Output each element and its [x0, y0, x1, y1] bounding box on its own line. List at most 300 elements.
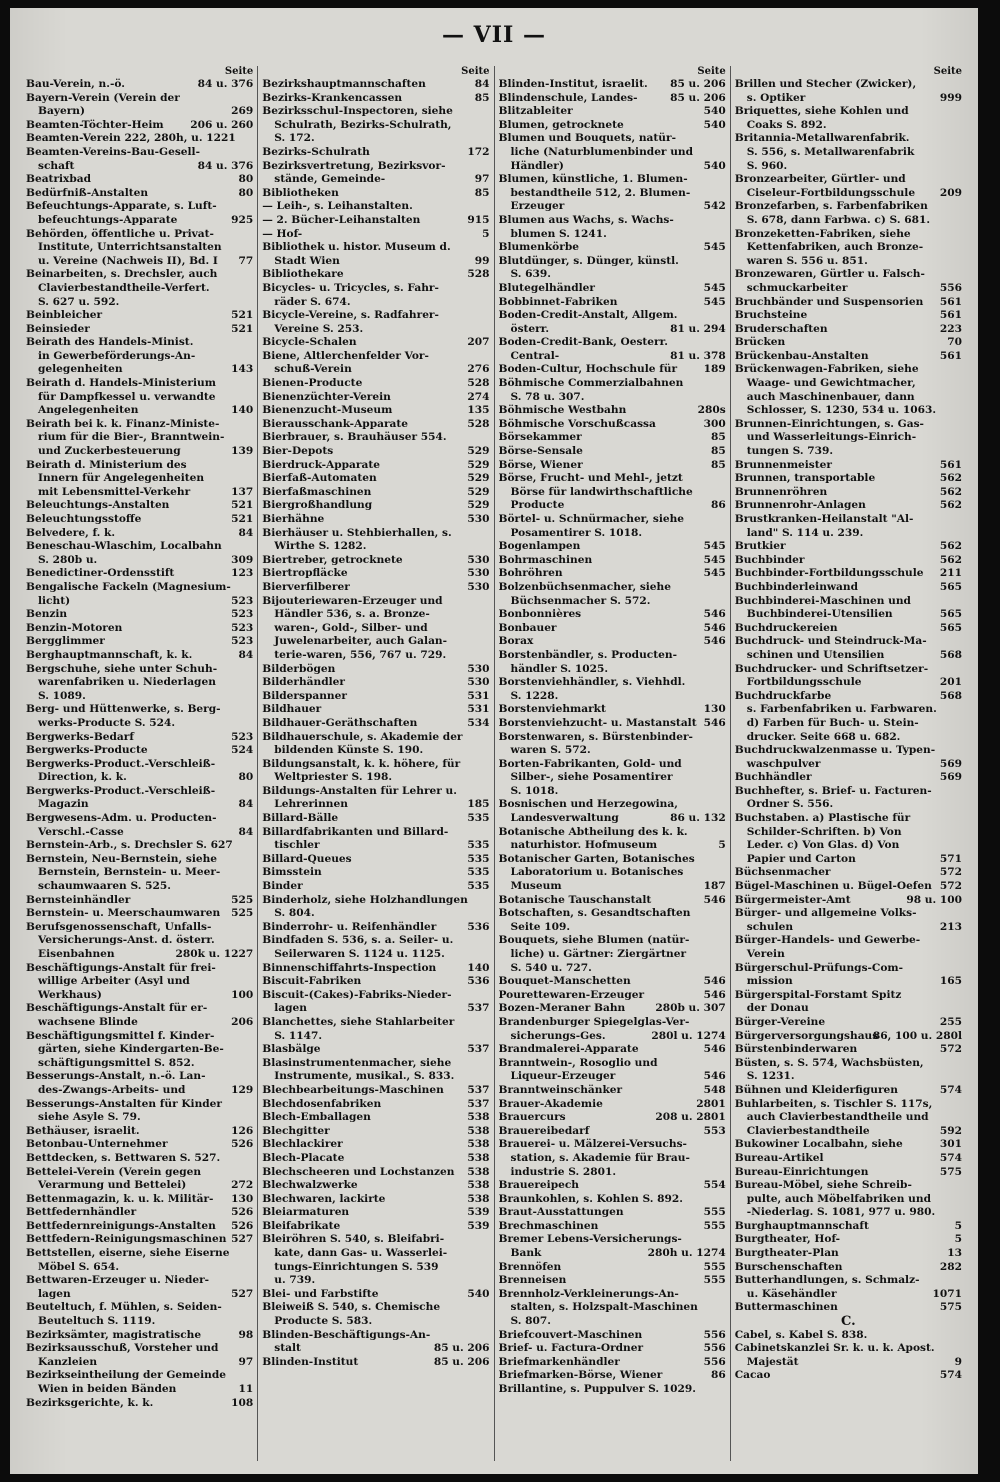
- index-entry: [262, 513, 489, 527]
- entry-page: 81 u. 378: [670, 349, 726, 362]
- index-entry: [26, 608, 253, 622]
- index-entry: [499, 1166, 726, 1180]
- entry-text: s. Farbenfabriken u. Farbwaren.: [746, 703, 937, 716]
- index-entry: [735, 717, 962, 731]
- index-entry: [499, 282, 726, 296]
- entry-page: 85: [474, 186, 490, 199]
- entry-page: 80: [238, 186, 254, 199]
- entry-text: Berghauptmannschaft, k. k.: [26, 648, 193, 661]
- index-entry: [735, 771, 962, 785]
- index-entry: [735, 839, 962, 853]
- entry-page: 85 u. 206: [670, 91, 726, 104]
- entry-page: 528: [467, 268, 490, 281]
- entry-text: Verschl.-Casse: [38, 825, 124, 838]
- index-entry: [499, 1315, 726, 1329]
- entry-text: Vereine S. 253.: [274, 322, 364, 335]
- entry-text: Brauer-Akademie: [498, 1097, 603, 1110]
- entry-page: 84 u. 376: [197, 159, 254, 172]
- entry-page: 535: [467, 852, 490, 865]
- index-column-4: [730, 66, 966, 1461]
- entry-text: Boden-Cultur, Hochschule für: [498, 363, 678, 376]
- entry-page: 97: [238, 1355, 254, 1368]
- entry-text: Buchdruckereien: [734, 621, 838, 634]
- index-entry: [735, 866, 962, 880]
- entry-text: Bayern-Verein (Verein der: [26, 91, 180, 104]
- index-entry: [735, 404, 962, 418]
- entry-page: 526: [231, 1219, 254, 1232]
- index-entry: [262, 894, 489, 908]
- index-entry: [26, 187, 253, 201]
- entry-text: Benedictiner-Ordensstift: [26, 567, 175, 580]
- index-entry: [262, 255, 489, 269]
- entry-text: waren-, Gold-, Silber- und: [274, 621, 428, 634]
- entry-page: 98 u. 100: [906, 893, 962, 906]
- entry-page: 309: [231, 553, 254, 566]
- index-entry: [26, 839, 253, 853]
- entry-page: 561: [939, 309, 962, 322]
- index-entry: [499, 758, 726, 772]
- entry-text: und Zuckerbesteuerung: [38, 445, 181, 458]
- entry-text: Bier-Depots: [262, 445, 334, 458]
- entry-text: Clavierbestandtheile-Verfert.: [38, 281, 210, 294]
- entry-text: mission: [746, 975, 793, 988]
- entry-page: 538: [467, 1151, 490, 1164]
- index-entry: [499, 404, 726, 418]
- index-entry: [735, 1002, 962, 1016]
- index-entry: [499, 622, 726, 636]
- index-entry: [499, 391, 726, 405]
- index-entry: [499, 1247, 726, 1261]
- index-entry: [735, 948, 962, 962]
- entry-page: 80: [238, 771, 254, 784]
- index-entry: [26, 78, 253, 92]
- entry-page: 545: [703, 567, 726, 580]
- entry-page: 135: [467, 404, 490, 417]
- entry-page: 523: [231, 730, 254, 743]
- entry-text: Ciseleur-Fortbildungsschule: [746, 186, 916, 199]
- entry-text: händler S. 1025.: [510, 662, 609, 675]
- entry-page: 85 u. 206: [433, 1342, 490, 1355]
- index-entry: [26, 1329, 253, 1343]
- index-entry: [499, 1369, 726, 1383]
- entry-page: 81 u. 294: [670, 322, 726, 335]
- entry-text: für Dampfkessel u. verwandte: [38, 390, 216, 403]
- entry-page: 542: [703, 200, 726, 213]
- index-entry: [26, 268, 253, 282]
- index-entry: [26, 499, 253, 513]
- index-entry: [735, 241, 962, 255]
- entry-text: Bremer Lebens-Versicherungs-: [498, 1233, 682, 1246]
- index-entry: [262, 323, 489, 337]
- index-entry: [26, 160, 253, 174]
- entry-page: 565: [939, 580, 962, 593]
- entry-text: waren S. 556 u. 851.: [746, 254, 868, 267]
- entry-page: 126: [231, 1124, 254, 1137]
- index-entry: [26, 826, 253, 840]
- entry-text: Brücken: [734, 336, 786, 349]
- index-entry: [262, 499, 489, 513]
- entry-text: Buchdrucker- und Schriftsetzer-: [734, 662, 929, 675]
- index-entry: [262, 1070, 489, 1084]
- entry-text: warenfabriken u. Niederlagen: [38, 676, 216, 689]
- entry-page: 545: [703, 540, 726, 553]
- index-entry: [735, 431, 962, 445]
- index-entry: [735, 608, 962, 622]
- index-entry: [735, 540, 962, 554]
- entry-text: Angelegenheiten: [38, 404, 139, 417]
- entry-page: 545: [703, 241, 726, 254]
- entry-page: 99: [474, 254, 490, 267]
- index-entry: [735, 445, 962, 459]
- entry-text: Bronzefarben, s. Farbenfabriken: [734, 200, 928, 213]
- entry-text: Bildhauerschule, s. Akademie der: [262, 730, 463, 743]
- index-entry: [499, 635, 726, 649]
- index-entry: [262, 771, 489, 785]
- entry-text: Bettfedernreinigungs-Anstalten: [26, 1219, 216, 1232]
- index-entry: [499, 119, 726, 133]
- entry-page: 2801: [696, 1097, 726, 1110]
- index-entry: [735, 975, 962, 989]
- entry-text: Bürger-Vereine: [734, 1015, 826, 1028]
- index-entry: [262, 1179, 489, 1193]
- entry-page: 562: [939, 553, 962, 566]
- entry-page: 86: [711, 1369, 726, 1382]
- entry-page: 545: [703, 281, 726, 294]
- index-entry: [499, 567, 726, 581]
- entry-text: Böhmische Westbahn: [498, 404, 627, 417]
- index-entry: [735, 649, 962, 663]
- entry-page: 523: [231, 594, 254, 607]
- entry-page: 538: [467, 1138, 490, 1151]
- index-entry: [262, 608, 489, 622]
- entry-text: Burgtheater, Hof-: [734, 1233, 841, 1246]
- index-entry: [499, 1193, 726, 1207]
- entry-page: 529: [467, 472, 490, 485]
- index-column-3: [494, 66, 730, 1461]
- entry-page: 276: [467, 363, 490, 376]
- entry-text: Beamten-Vereins-Bau-Gesell-: [26, 145, 200, 158]
- entry-text: Beirath d. Handels-Ministerium: [26, 377, 216, 390]
- entry-text: Bildungsanstalt, k. k. höhere, für: [262, 757, 461, 770]
- index-entry: [262, 418, 489, 432]
- index-entry: [499, 350, 726, 364]
- entry-page: 213: [939, 920, 962, 933]
- entry-text: Blumenkörbe: [498, 241, 579, 254]
- entry-page: 85: [474, 91, 490, 104]
- entry-text: Bicycles- u. Tricycles, s. Fahr-: [262, 281, 439, 294]
- entry-text: Brunnenröhren: [734, 485, 828, 498]
- entry-text: Buchbinderei-Maschinen und: [734, 594, 911, 607]
- index-entry: [262, 1030, 489, 1044]
- index-entry: [26, 1383, 253, 1397]
- entry-page: 535: [467, 880, 490, 893]
- index-entry: [26, 1220, 253, 1234]
- entry-text: Bierfaßmaschinen: [262, 485, 372, 498]
- entry-text: Bozen-Meraner Bahn: [498, 1002, 626, 1015]
- entry-text: — 2. Bücher-Leihanstalten: [262, 213, 421, 226]
- entry-text: bestandtheile 512, 2. Blumen-: [510, 186, 691, 199]
- index-entry: [499, 187, 726, 201]
- entry-text: pulte, auch Möbelfabriken und: [746, 1192, 931, 1205]
- entry-text: stalt: [274, 1342, 301, 1355]
- entry-text: Bettdecken, s. Bettwaren S. 527.: [26, 1151, 221, 1164]
- index-entry: [735, 880, 962, 894]
- entry-text: Kanzleien: [38, 1355, 98, 1368]
- entry-page: 546: [703, 608, 726, 621]
- index-entry: [262, 853, 489, 867]
- entry-text: Boden-Credit-Anstalt, Allgem.: [498, 309, 678, 322]
- entry-page: 526: [231, 1138, 254, 1151]
- entry-text: Beuteltuch S. 1119.: [38, 1315, 156, 1328]
- index-entry: [735, 350, 962, 364]
- entry-text: drucker. Seite 668 u. 682.: [746, 730, 901, 743]
- index-entry: [499, 105, 726, 119]
- index-entry: [735, 1193, 962, 1207]
- index-entry: [262, 472, 489, 486]
- index-entry: [26, 581, 253, 595]
- entry-text: Posamentirer S. 1018.: [510, 526, 643, 539]
- entry-text: Bierbrauer, s. Brauhäuser 554.: [262, 431, 447, 444]
- index-entry: [735, 731, 962, 745]
- entry-text: blumen S. 1241.: [510, 227, 607, 240]
- index-entry: [26, 1356, 253, 1370]
- entry-text: Blasbälge: [262, 1043, 321, 1056]
- entry-page: 562: [939, 472, 962, 485]
- entry-page: 5: [482, 227, 490, 240]
- entry-text: Händler): [510, 159, 564, 172]
- entry-page: 540: [703, 159, 726, 172]
- entry-text: Bengalische Fackeln (Magnesium-: [26, 580, 231, 593]
- index-entry: [499, 445, 726, 459]
- index-entry: [499, 826, 726, 840]
- index-entry: [26, 1179, 253, 1193]
- entry-text: Bouquets, siehe Blumen (natür-: [498, 934, 690, 947]
- entry-text: S. 627 u. 592.: [38, 295, 120, 308]
- entry-page: 86 u. 132: [670, 812, 726, 825]
- index-entry: [262, 554, 489, 568]
- entry-text: Behörden, öffentliche u. Privat-: [26, 227, 214, 240]
- index-entry: [262, 839, 489, 853]
- index-entry: [26, 431, 253, 445]
- index-entry: [735, 853, 962, 867]
- entry-text: Majestät: [746, 1355, 799, 1368]
- index-entry: [735, 1057, 962, 1071]
- index-entry: [735, 78, 962, 92]
- entry-text: Blumen, getrocknete: [498, 118, 624, 131]
- index-entry: [499, 486, 726, 500]
- index-entry: [26, 1342, 253, 1356]
- entry-text: schäftigungsmittel S. 852.: [38, 1056, 195, 1069]
- index-entry: [499, 880, 726, 894]
- index-entry: [735, 785, 962, 799]
- entry-page: 189: [703, 363, 726, 376]
- entry-text: Bleifabrikate: [262, 1219, 341, 1232]
- entry-page: 529: [467, 499, 490, 512]
- index-entry: [499, 160, 726, 174]
- index-entry: [262, 826, 489, 840]
- entry-page: 536: [467, 920, 490, 933]
- index-column-1: [22, 66, 257, 1461]
- entry-text: d) Farben für Buch- u. Stein-: [746, 716, 919, 729]
- entry-page: 546: [703, 635, 726, 648]
- entry-page: 201: [939, 676, 962, 689]
- entry-text: Blechlackirer: [262, 1138, 343, 1151]
- index-entry: [26, 1084, 253, 1098]
- index-entry: [26, 894, 253, 908]
- entry-text: Borstenviehhändler, s. Viehhdl.: [498, 676, 686, 689]
- entry-text: Bezirksämter, magistratische: [26, 1328, 202, 1341]
- entry-text: Bettfedernhändler: [26, 1206, 137, 1219]
- index-entry: [26, 1369, 253, 1383]
- entry-page: 562: [939, 540, 962, 553]
- entry-text: Brauereibedarf: [498, 1124, 590, 1137]
- entry-text: tischler: [274, 839, 320, 852]
- entry-text: S. 639.: [510, 268, 551, 281]
- entry-page: 561: [939, 295, 962, 308]
- index-entry: [262, 1002, 489, 1016]
- entry-text: Belvedere, f. k.: [26, 526, 116, 539]
- entry-page: 130: [703, 703, 726, 716]
- index-entry: [735, 1301, 962, 1315]
- index-entry: [499, 431, 726, 445]
- entry-text: Bernsteinhändler: [26, 893, 131, 906]
- entry-text: auch Clavierbestandtheile und: [746, 1111, 929, 1124]
- entry-text: werks-Producte S. 524.: [38, 716, 176, 729]
- entry-text: Beinarbeiten, s. Drechsler, auch: [26, 268, 218, 281]
- entry-text: Beirath des Handels-Minist.: [26, 336, 194, 349]
- entry-text: Coaks S. 892.: [746, 118, 827, 131]
- entry-text: Innern für Angelegenheiten: [38, 472, 205, 485]
- entry-text: und Wasserleitungs-Einrich-: [746, 431, 917, 444]
- index-entry: [499, 649, 726, 663]
- entry-page: 130: [231, 1192, 254, 1205]
- index-entry: [262, 1206, 489, 1220]
- entry-text: Waage- und Gewichtmacher,: [746, 377, 916, 390]
- entry-page: 523: [231, 608, 254, 621]
- entry-text: Brechmaschinen: [498, 1219, 599, 1232]
- entry-text: Bolzenbüchsenmacher, siehe: [498, 580, 671, 593]
- index-entry: [735, 228, 962, 242]
- index-entry: [262, 676, 489, 690]
- entry-page: 274: [467, 390, 490, 403]
- entry-text: Direction, k. k.: [38, 771, 127, 784]
- entry-text: Beinsieder: [26, 322, 90, 335]
- index-entry: [26, 404, 253, 418]
- index-entry: [262, 309, 489, 323]
- entry-text: Betonbau-Unternehmer: [26, 1138, 168, 1151]
- index-entry: [735, 1166, 962, 1180]
- entry-text: Clavierbestandtheile: [746, 1124, 870, 1137]
- entry-text: österr.: [510, 322, 550, 335]
- entry-page: 538: [467, 1165, 490, 1178]
- index-entry: [262, 934, 489, 948]
- entry-text: Brillantine, s. Puppulver S. 1029.: [498, 1383, 696, 1395]
- entry-text: u. Käsehändler: [746, 1287, 837, 1300]
- index-entry: [735, 1016, 962, 1030]
- index-entry: [262, 581, 489, 595]
- entry-page: 123: [231, 567, 254, 580]
- entry-text: Erzeuger: [510, 200, 565, 213]
- entry-page: 272: [231, 1179, 254, 1192]
- index-entry: [735, 758, 962, 772]
- index-entry: [735, 391, 962, 405]
- entry-text: Fortbildungsschule: [746, 676, 862, 689]
- entry-text: Beamten-Verein 222, 280h, u. 1221: [26, 132, 236, 145]
- entry-page: 531: [467, 689, 490, 702]
- entry-text: Bergwerks-Producte: [26, 744, 148, 757]
- index-entry: [26, 744, 253, 758]
- entry-text: Börse für landwirthschaftliche: [510, 485, 693, 498]
- entry-text: Beinbleicher: [26, 309, 103, 322]
- index-entry: [26, 1261, 253, 1275]
- entry-text: Buchbinder: [734, 553, 805, 566]
- index-entry: [262, 146, 489, 160]
- entry-page: 528: [467, 377, 490, 390]
- index-entry: [26, 785, 253, 799]
- entry-text: rium für die Bier-, Branntwein-: [38, 431, 225, 444]
- entry-page: 84: [238, 648, 254, 661]
- index-entry: [262, 567, 489, 581]
- index-entry: [262, 921, 489, 935]
- entry-page: 538: [467, 1111, 490, 1124]
- index-entry: [735, 921, 962, 935]
- entry-text: Bierhäuser u. Stehbierhallen, s.: [262, 526, 452, 539]
- index-entry: [26, 1233, 253, 1247]
- index-entry: [26, 1152, 253, 1166]
- entry-page: 140: [467, 961, 490, 974]
- entry-page: 530: [467, 567, 490, 580]
- index-entry: [499, 921, 726, 935]
- entry-text: Händler 536, s. a. Bronze-: [274, 608, 430, 621]
- index-entry: [262, 377, 489, 391]
- entry-page: 300: [703, 417, 726, 430]
- entry-text: Böhmische Commerzialbahnen: [498, 377, 684, 390]
- index-entry: [735, 1369, 962, 1383]
- index-entry: [262, 391, 489, 405]
- entry-page: 546: [703, 621, 726, 634]
- entry-text: auch Maschinenbauer, dann: [746, 390, 915, 403]
- index-entry: [262, 731, 489, 745]
- entry-text: Burgtheater-Plan: [734, 1247, 839, 1260]
- index-entry: [735, 282, 962, 296]
- index-entry: [26, 459, 253, 473]
- index-entry: [262, 1220, 489, 1234]
- entry-text: Eisenbahnen: [38, 948, 115, 960]
- index-entry: [26, 255, 253, 269]
- entry-page: 280s: [697, 404, 726, 417]
- entry-text: tungs-Einrichtungen S. 539: [274, 1260, 439, 1273]
- index-entry: [499, 717, 726, 731]
- entry-page: 143: [231, 363, 254, 376]
- entry-page: 539: [467, 1219, 490, 1232]
- entry-page: 540: [703, 105, 726, 118]
- entry-text: Biene, Altlerchenfelder Vor-: [262, 349, 429, 362]
- entry-text: Brief- u. Factura-Ordner: [498, 1342, 644, 1355]
- entry-text: Brustkranken-Heilanstalt "Al-: [734, 513, 914, 525]
- entry-text: Bogenlampen: [498, 540, 581, 553]
- index-entry: [262, 296, 489, 310]
- index-entry: [735, 1206, 962, 1220]
- index-entry: [735, 1261, 962, 1275]
- index-entry: [499, 907, 726, 921]
- index-entry: [26, 92, 253, 106]
- index-entry: [26, 622, 253, 636]
- entry-page: 207: [467, 336, 490, 349]
- index-entry: [499, 255, 726, 269]
- entry-text: Bimsstein: [262, 866, 322, 879]
- index-entry: [499, 92, 726, 106]
- entry-text: Bindfaden S. 536, s. a. Seiler- u.: [262, 934, 454, 947]
